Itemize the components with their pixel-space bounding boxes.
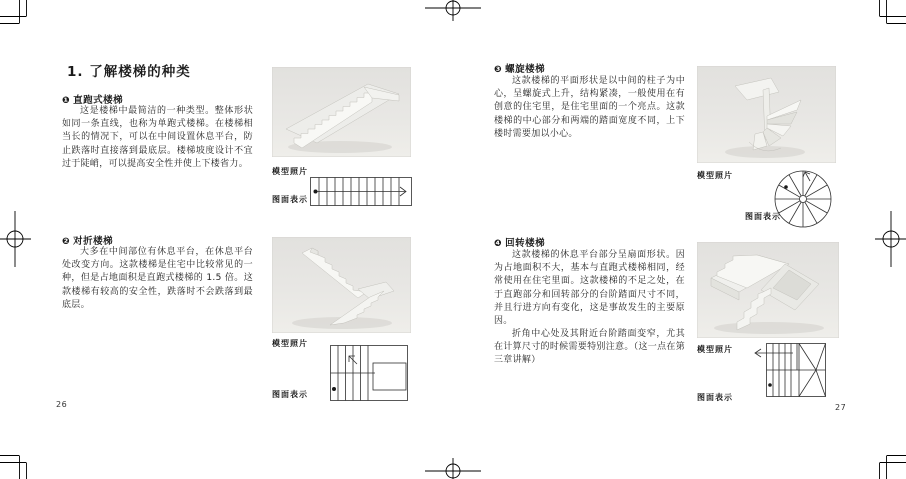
- model-photo-caption: 模型照片: [697, 171, 733, 180]
- model-photo-caption: 模型照片: [272, 167, 308, 176]
- section-heading-text: 回转楼梯: [505, 238, 546, 249]
- section-marker-2: ❷: [62, 237, 71, 247]
- section-body-straight-stair: 这是楼梯中最简洁的一种类型。整体形状如同一条直线，也称为单跑式楼梯。在楼梯相当长的情况下，可以在中间设置休息平台，防止跌落时直接落到最底层。楼梯坡度设计不宜过于陡峭，可以提高安全性并使上下楼省力。: [62, 106, 253, 169]
- spiral-staircase-model-photo: [697, 66, 836, 163]
- plan-diagram-caption: 图面表示: [697, 393, 733, 402]
- section-marker-3: ❸: [494, 65, 503, 75]
- plan-diagram-caption: 图面表示: [272, 390, 308, 399]
- section-heading-switchback-stair: [62, 233, 113, 247]
- section-heading-winding-stair: [494, 235, 545, 249]
- section-body-spiral-stair: 这款楼梯的平面形状是以中间的柱子为中心，呈螺旋式上升，结构紧凑，一般使用在有创意的住宅里，是住宅里面的一个亮点。这款楼梯的中心部分和两端的踏面宽度不同，上下楼时需要加以小心。: [494, 76, 685, 139]
- section-body-winding-stair-2: 折角中心处及其附近台阶踏面变窄，尤其在计算尺寸的时候需要特别注意。（这一点在第三章讲解）: [494, 329, 685, 366]
- model-photo-caption: 模型照片: [272, 339, 308, 348]
- page-number-right: 27: [835, 403, 847, 412]
- section-marker-1: ❶: [62, 96, 71, 106]
- section-body-winding-stair-1: 这款楼梯的休息平台部分呈扇面形状。因为占地面积不大，基本与直跑式楼梯相同，经常使用在住宅里面。这款楼梯的不足之处，在于直跑部分和回转部分的台阶踏面尺寸不同，并且行进方向有变化，这是事故发生的主要原因。: [494, 250, 685, 327]
- straight-staircase-model-illustration: [272, 67, 411, 157]
- winding-stair-plan-diagram: [753, 341, 829, 399]
- plan-diagram-caption: 图面表示: [272, 195, 308, 204]
- section-heading-text: 对折楼梯: [73, 236, 114, 247]
- section-body-switchback-stair: 大多在中间部位有休息平台，在休息平台处改变方向。这款楼梯是住宅中比较常见的一种，但是占地面积是直跑式楼梯的 1.5 倍。这款楼梯有较高的安全性，跌落时不会跌落到最底层。: [62, 247, 253, 310]
- right-page: [453, 0, 906, 479]
- section-marker-4: ❹: [494, 239, 503, 249]
- switchback-staircase-model-photo: [272, 237, 411, 333]
- switchback-staircase-model-illustration: [272, 237, 411, 333]
- section-heading-straight-stair: [62, 92, 123, 106]
- spiral-staircase-model-illustration: [697, 66, 836, 163]
- page-number-left: 26: [56, 400, 68, 409]
- winding-staircase-model-illustration: [697, 242, 839, 338]
- chapter-title: 1. 了解楼梯的种类: [67, 64, 191, 80]
- section-heading-text: 螺旋楼梯: [505, 64, 546, 75]
- section-heading-spiral-stair: [494, 61, 545, 75]
- section-heading-text: 直跑式楼梯: [73, 95, 124, 106]
- winding-staircase-model-photo: [697, 242, 839, 338]
- straight-staircase-model-photo: [272, 67, 411, 157]
- model-photo-caption: 模型照片: [697, 345, 733, 354]
- switchback-stair-plan-diagram: [329, 344, 409, 402]
- plan-diagram-caption: 图面表示: [745, 212, 781, 221]
- straight-stair-plan-diagram: [309, 176, 413, 207]
